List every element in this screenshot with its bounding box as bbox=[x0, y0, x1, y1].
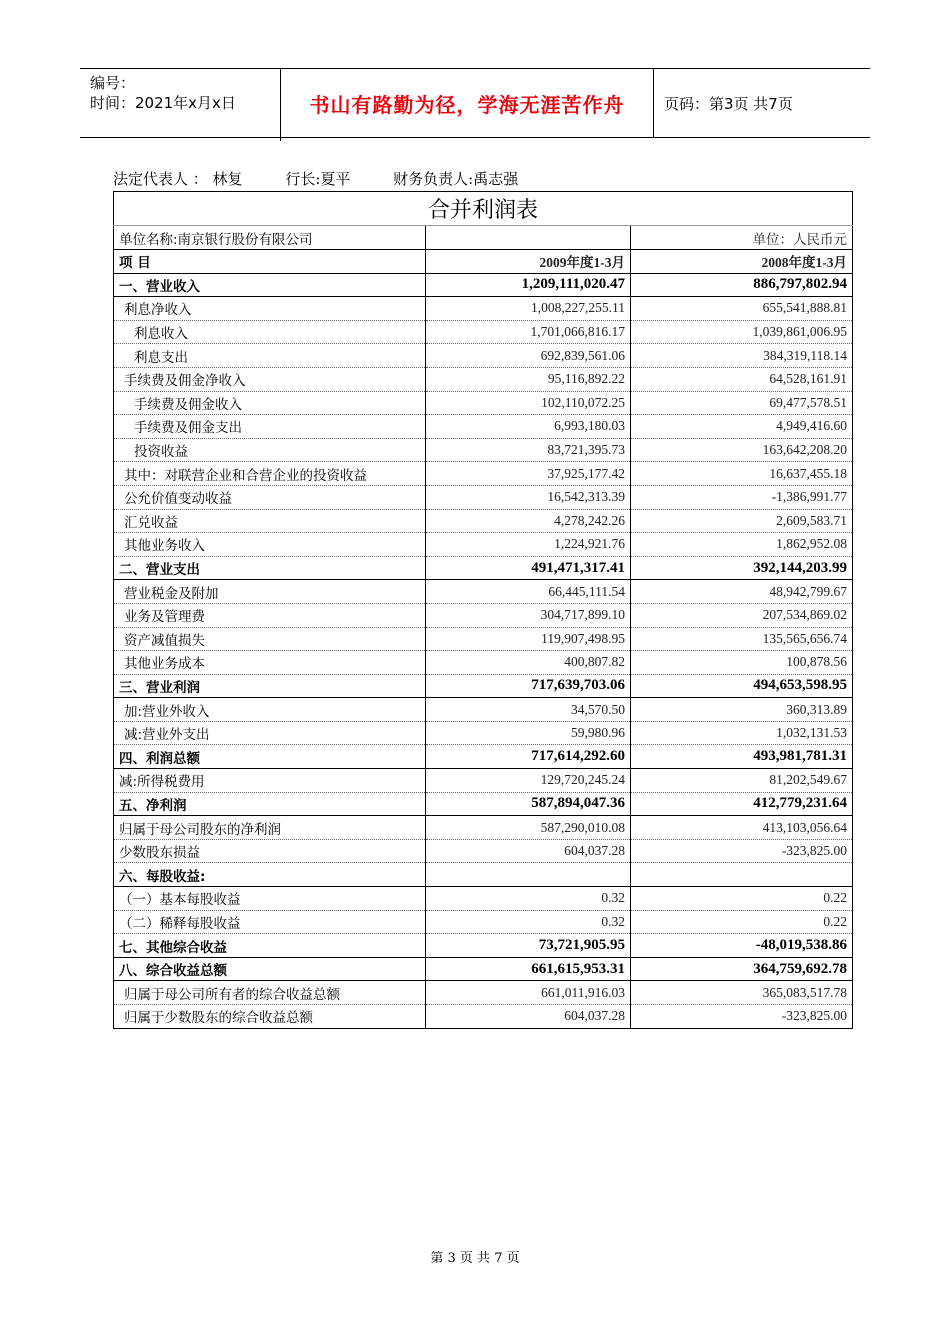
row-value-2009: 661,615,953.31 bbox=[426, 957, 631, 981]
row-value-2008: 365,083,517.78 bbox=[631, 981, 853, 1005]
row-label: 二、营业支出 bbox=[114, 556, 426, 580]
row-label: 一、营业收入 bbox=[114, 273, 426, 297]
row-label: 业务及管理费 bbox=[114, 603, 426, 627]
row-label: 手续费及佣金支出 bbox=[114, 415, 426, 439]
row-label: 其中：对联营企业和合营企业的投资收益 bbox=[114, 462, 426, 486]
row-label: 营业税金及附加 bbox=[114, 580, 426, 604]
row-value-2008: 493,981,781.31 bbox=[631, 745, 853, 769]
statement-unit-row bbox=[114, 226, 853, 250]
row-label: （一）基本每股收益 bbox=[114, 887, 426, 911]
row-value-2009: 400,807.82 bbox=[426, 651, 631, 675]
finance-head: 财务负责人:禹志强 bbox=[393, 170, 519, 188]
table-row bbox=[114, 344, 853, 368]
row-value-2009 bbox=[426, 863, 631, 887]
row-value-2008: 1,862,952.08 bbox=[631, 533, 853, 557]
row-label: 少数股东损益 bbox=[114, 839, 426, 863]
row-label: 汇兑收益 bbox=[114, 509, 426, 533]
row-label: （二）稀释每股收益 bbox=[114, 910, 426, 934]
row-value-2008: 384,319,118.14 bbox=[631, 344, 853, 368]
column-header-item: 项 目 bbox=[114, 250, 426, 274]
row-value-2009: 6,993,180.03 bbox=[426, 415, 631, 439]
row-value-2009: 1,209,111,020.47 bbox=[426, 273, 631, 297]
table-row bbox=[114, 273, 853, 297]
row-label: 归属于少数股东的综合收益总额 bbox=[114, 1005, 426, 1029]
row-value-2009: 692,839,561.06 bbox=[426, 344, 631, 368]
statement-title: 合并利润表 bbox=[114, 192, 853, 226]
row-label: 资产减值损失 bbox=[114, 627, 426, 651]
header-meta bbox=[80, 69, 281, 141]
table-row bbox=[114, 651, 853, 675]
document-number-label: 编号： bbox=[90, 74, 136, 92]
table-row bbox=[114, 509, 853, 533]
row-value-2008: 135,565,656.74 bbox=[631, 627, 853, 651]
row-value-2009: 1,224,921.76 bbox=[426, 533, 631, 557]
table-row bbox=[114, 957, 853, 981]
row-value-2008: 413,103,056.64 bbox=[631, 816, 853, 840]
row-value-2009: 73,721,905.95 bbox=[426, 934, 631, 958]
row-value-2008: 412,779,231.64 bbox=[631, 792, 853, 816]
table-row bbox=[114, 863, 853, 887]
row-value-2008: 163,642,208.20 bbox=[631, 438, 853, 462]
table-row bbox=[114, 462, 853, 486]
row-value-2008: 392,144,203.99 bbox=[631, 556, 853, 580]
row-value-2009: 717,614,292.60 bbox=[426, 745, 631, 769]
row-value-2009: 717,639,703.06 bbox=[426, 674, 631, 698]
row-value-2008: 655,541,888.81 bbox=[631, 297, 853, 321]
column-header-row bbox=[114, 250, 853, 274]
row-value-2009: 491,471,317.41 bbox=[426, 556, 631, 580]
row-value-2008: 360,313.89 bbox=[631, 698, 853, 722]
row-label: 手续费及佣金净收入 bbox=[114, 367, 426, 391]
row-value-2009: 59,980.96 bbox=[426, 721, 631, 745]
row-label: 利息收入 bbox=[114, 320, 426, 344]
row-value-2008: 0.22 bbox=[631, 910, 853, 934]
row-value-2009: 304,717,899.10 bbox=[426, 603, 631, 627]
row-label: 其他业务成本 bbox=[114, 651, 426, 675]
row-value-2009: 129,720,245.24 bbox=[426, 769, 631, 793]
row-label: 减:营业外支出 bbox=[114, 721, 426, 745]
table-row bbox=[114, 839, 853, 863]
page-footer: 第 3 页 共 7 页 bbox=[430, 1251, 520, 1266]
row-label: 八、综合收益总额 bbox=[114, 957, 426, 981]
table-row bbox=[114, 603, 853, 627]
column-header-2009: 2009年度1-3月 bbox=[426, 250, 631, 274]
row-label: 归属于母公司所有者的综合收益总额 bbox=[114, 981, 426, 1005]
table-row bbox=[114, 320, 853, 344]
row-value-2008: -323,825.00 bbox=[631, 839, 853, 863]
row-value-2008: -1,386,991.77 bbox=[631, 485, 853, 509]
table-row bbox=[114, 698, 853, 722]
table-row bbox=[114, 816, 853, 840]
row-value-2009: 16,542,313.39 bbox=[426, 485, 631, 509]
table-row bbox=[114, 792, 853, 816]
row-value-2008: 207,534,869.02 bbox=[631, 603, 853, 627]
table-row bbox=[114, 1005, 853, 1029]
header-motto-cell bbox=[281, 69, 654, 137]
row-value-2009: 0.32 bbox=[426, 910, 631, 934]
row-value-2008: 81,202,549.67 bbox=[631, 769, 853, 793]
table-row bbox=[114, 627, 853, 651]
bank-president: 行长:夏平 bbox=[285, 170, 351, 188]
row-value-2009: 0.32 bbox=[426, 887, 631, 911]
table-row bbox=[114, 556, 853, 580]
row-label: 投资收益 bbox=[114, 438, 426, 462]
table-row bbox=[114, 485, 853, 509]
row-value-2008: 69,477,578.51 bbox=[631, 391, 853, 415]
row-label: 四、利润总额 bbox=[114, 745, 426, 769]
row-value-2009: 587,290,010.08 bbox=[426, 816, 631, 840]
row-value-2009: 587,894,047.36 bbox=[426, 792, 631, 816]
currency-unit: 单位：人民币元 bbox=[631, 226, 853, 250]
row-value-2009: 37,925,177.42 bbox=[426, 462, 631, 486]
row-value-2008: 886,797,802.94 bbox=[631, 273, 853, 297]
row-value-2009: 119,907,498.95 bbox=[426, 627, 631, 651]
table-row bbox=[114, 438, 853, 462]
row-value-2008: 16,637,455.18 bbox=[631, 462, 853, 486]
table-row bbox=[114, 887, 853, 911]
signatories-line bbox=[113, 168, 556, 189]
table-row bbox=[114, 934, 853, 958]
row-label: 七、其他综合收益 bbox=[114, 934, 426, 958]
legal-representative: 法定代表人 ： 林复 bbox=[113, 170, 243, 188]
row-value-2009: 66,445,111.54 bbox=[426, 580, 631, 604]
table-row bbox=[114, 674, 853, 698]
row-value-2008: 2,609,583.71 bbox=[631, 509, 853, 533]
header-motto: 书山有路勤为径，学海无涯苦作舟 bbox=[309, 92, 625, 117]
table-row bbox=[114, 981, 853, 1005]
row-value-2008: 48,942,799.67 bbox=[631, 580, 853, 604]
row-value-2008: 64,528,161.91 bbox=[631, 367, 853, 391]
row-value-2009: 95,116,892.22 bbox=[426, 367, 631, 391]
income-statement-table bbox=[113, 191, 853, 1029]
row-value-2009: 34,570.50 bbox=[426, 698, 631, 722]
table-row bbox=[114, 580, 853, 604]
header-page-number: 页码：第3页 共7页 bbox=[664, 94, 793, 113]
row-value-2008: 100,878.56 bbox=[631, 651, 853, 675]
row-value-2008: 0.22 bbox=[631, 887, 853, 911]
row-label: 归属于母公司股东的净利润 bbox=[114, 816, 426, 840]
row-label: 利息净收入 bbox=[114, 297, 426, 321]
row-value-2009: 4,278,242.26 bbox=[426, 509, 631, 533]
table-row bbox=[114, 533, 853, 557]
table-row bbox=[114, 721, 853, 745]
table-row bbox=[114, 391, 853, 415]
row-label: 手续费及佣金收入 bbox=[114, 391, 426, 415]
row-value-2008 bbox=[631, 863, 853, 887]
row-label: 公允价值变动收益 bbox=[114, 485, 426, 509]
row-value-2009: 1,008,227,255.11 bbox=[426, 297, 631, 321]
document-time-label: 时间：2021年x月x日 bbox=[90, 94, 236, 112]
column-header-2008: 2008年度1-3月 bbox=[631, 250, 853, 274]
row-label: 六、每股收益: bbox=[114, 863, 426, 887]
row-value-2009: 604,037.28 bbox=[426, 839, 631, 863]
table-row bbox=[114, 415, 853, 439]
row-label: 加:营业外收入 bbox=[114, 698, 426, 722]
row-value-2009: 102,110,072.25 bbox=[426, 391, 631, 415]
row-value-2009: 604,037.28 bbox=[426, 1005, 631, 1029]
statement-title-row bbox=[114, 192, 853, 226]
row-value-2008: 1,039,861,006.95 bbox=[631, 320, 853, 344]
row-label: 五、净利润 bbox=[114, 792, 426, 816]
row-label: 利息支出 bbox=[114, 344, 426, 368]
row-value-2009: 661,011,916.03 bbox=[426, 981, 631, 1005]
page-header bbox=[80, 68, 870, 138]
table-row bbox=[114, 297, 853, 321]
row-value-2008: -48,019,538.86 bbox=[631, 934, 853, 958]
entity-name: 单位名称:南京银行股份有限公司 bbox=[114, 226, 426, 250]
table-row bbox=[114, 745, 853, 769]
table-row bbox=[114, 367, 853, 391]
row-value-2009: 83,721,395.73 bbox=[426, 438, 631, 462]
row-label: 减:所得税费用 bbox=[114, 769, 426, 793]
row-value-2008: 4,949,416.60 bbox=[631, 415, 853, 439]
row-label: 三、营业利润 bbox=[114, 674, 426, 698]
row-value-2009: 1,701,066,816.17 bbox=[426, 320, 631, 344]
row-value-2008: 364,759,692.78 bbox=[631, 957, 853, 981]
row-label: 其他业务收入 bbox=[114, 533, 426, 557]
row-value-2008: 1,032,131.53 bbox=[631, 721, 853, 745]
table-row bbox=[114, 769, 853, 793]
row-value-2008: 494,653,598.95 bbox=[631, 674, 853, 698]
row-value-2008: -323,825.00 bbox=[631, 1005, 853, 1029]
table-row bbox=[114, 910, 853, 934]
